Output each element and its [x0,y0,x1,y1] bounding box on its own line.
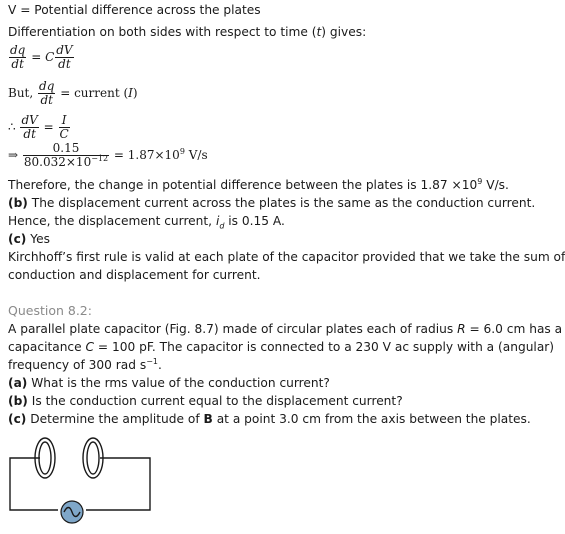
fraction-dv-dt: $\frac{dV}{dt}$ [56,43,73,71]
question-line-2: capacitance C = 100 pF. The capacitor is connected to a 230 V ac supply with a (angular) [8,340,555,354]
intro-line-1: V = Potential difference across the plates [8,3,261,17]
equation-4: ⇒ $\frac{0.15}{80.032\times 10^{-12}}$ = $1.87\times 10^9$ V/s [8,141,208,169]
question-part-b: (b) Is the conduction current equal to the displacement current? [8,394,403,408]
fraction-dv-dt-2: $\frac{dV}{dt}$ [21,113,38,141]
answer-b: (b) The displacement current across the plates is the same as the conduction current. [8,196,536,210]
intro-line-2: Differentiation on both sides with respect to time (t) gives: [8,25,367,39]
fraction-dq-dt-2: $\frac{dq}{dt}$ [39,79,55,107]
question-part-a: (a) What is the rms value of the conduction current? [8,376,330,390]
equation-3: ∴ $\frac{dV}{dt}$ = $\frac{I}{C}$ [8,113,69,141]
capacitor-circuit-diagram [0,436,160,532]
question-part-c: (c) Determine the amplitude of B at a point 3.0 cm from the axis between the plates. [8,412,531,426]
fraction-dq-dt: $\frac{dq}{dt}$ [10,43,26,71]
answer-c-line-3: conduction and displacement for current. [8,268,261,282]
fraction-i-c: $\frac{I}{C}$ [59,113,69,141]
question-line-3: frequency of 300 rad $s^{-1}$. [8,356,162,372]
answer-a: Therefore, the change in potential difference between the plates is $1.87 \times 10^9$ V/s. [8,176,509,192]
answer-c-line-2: Kirchhoff’s first rule is valid at each plate of the capacitor provided that we take the sum of [8,250,565,264]
circuit-wire-right [86,458,150,510]
equation-2: But, $\frac{dq}{dt}$ = current (I) [8,79,138,107]
equation-1: $\frac{dq}{dt}$ = C $\frac{dV}{dt}$ [10,43,73,71]
fraction-result: $\frac{0.15}{80.032\times 10^{-12}}$ [23,141,109,169]
question-line-1: A parallel plate capacitor (Fig. 8.7) made of circular plates each of radius R = 6.0 cm has a [8,322,563,336]
question-heading: Question 8.2: [8,303,92,318]
answer-b-line-2: Hence, the displacement current, $i_d$ is 0.15 A. [8,214,285,231]
answer-c: (c) Yes [8,232,50,246]
ac-source-icon [61,501,83,523]
